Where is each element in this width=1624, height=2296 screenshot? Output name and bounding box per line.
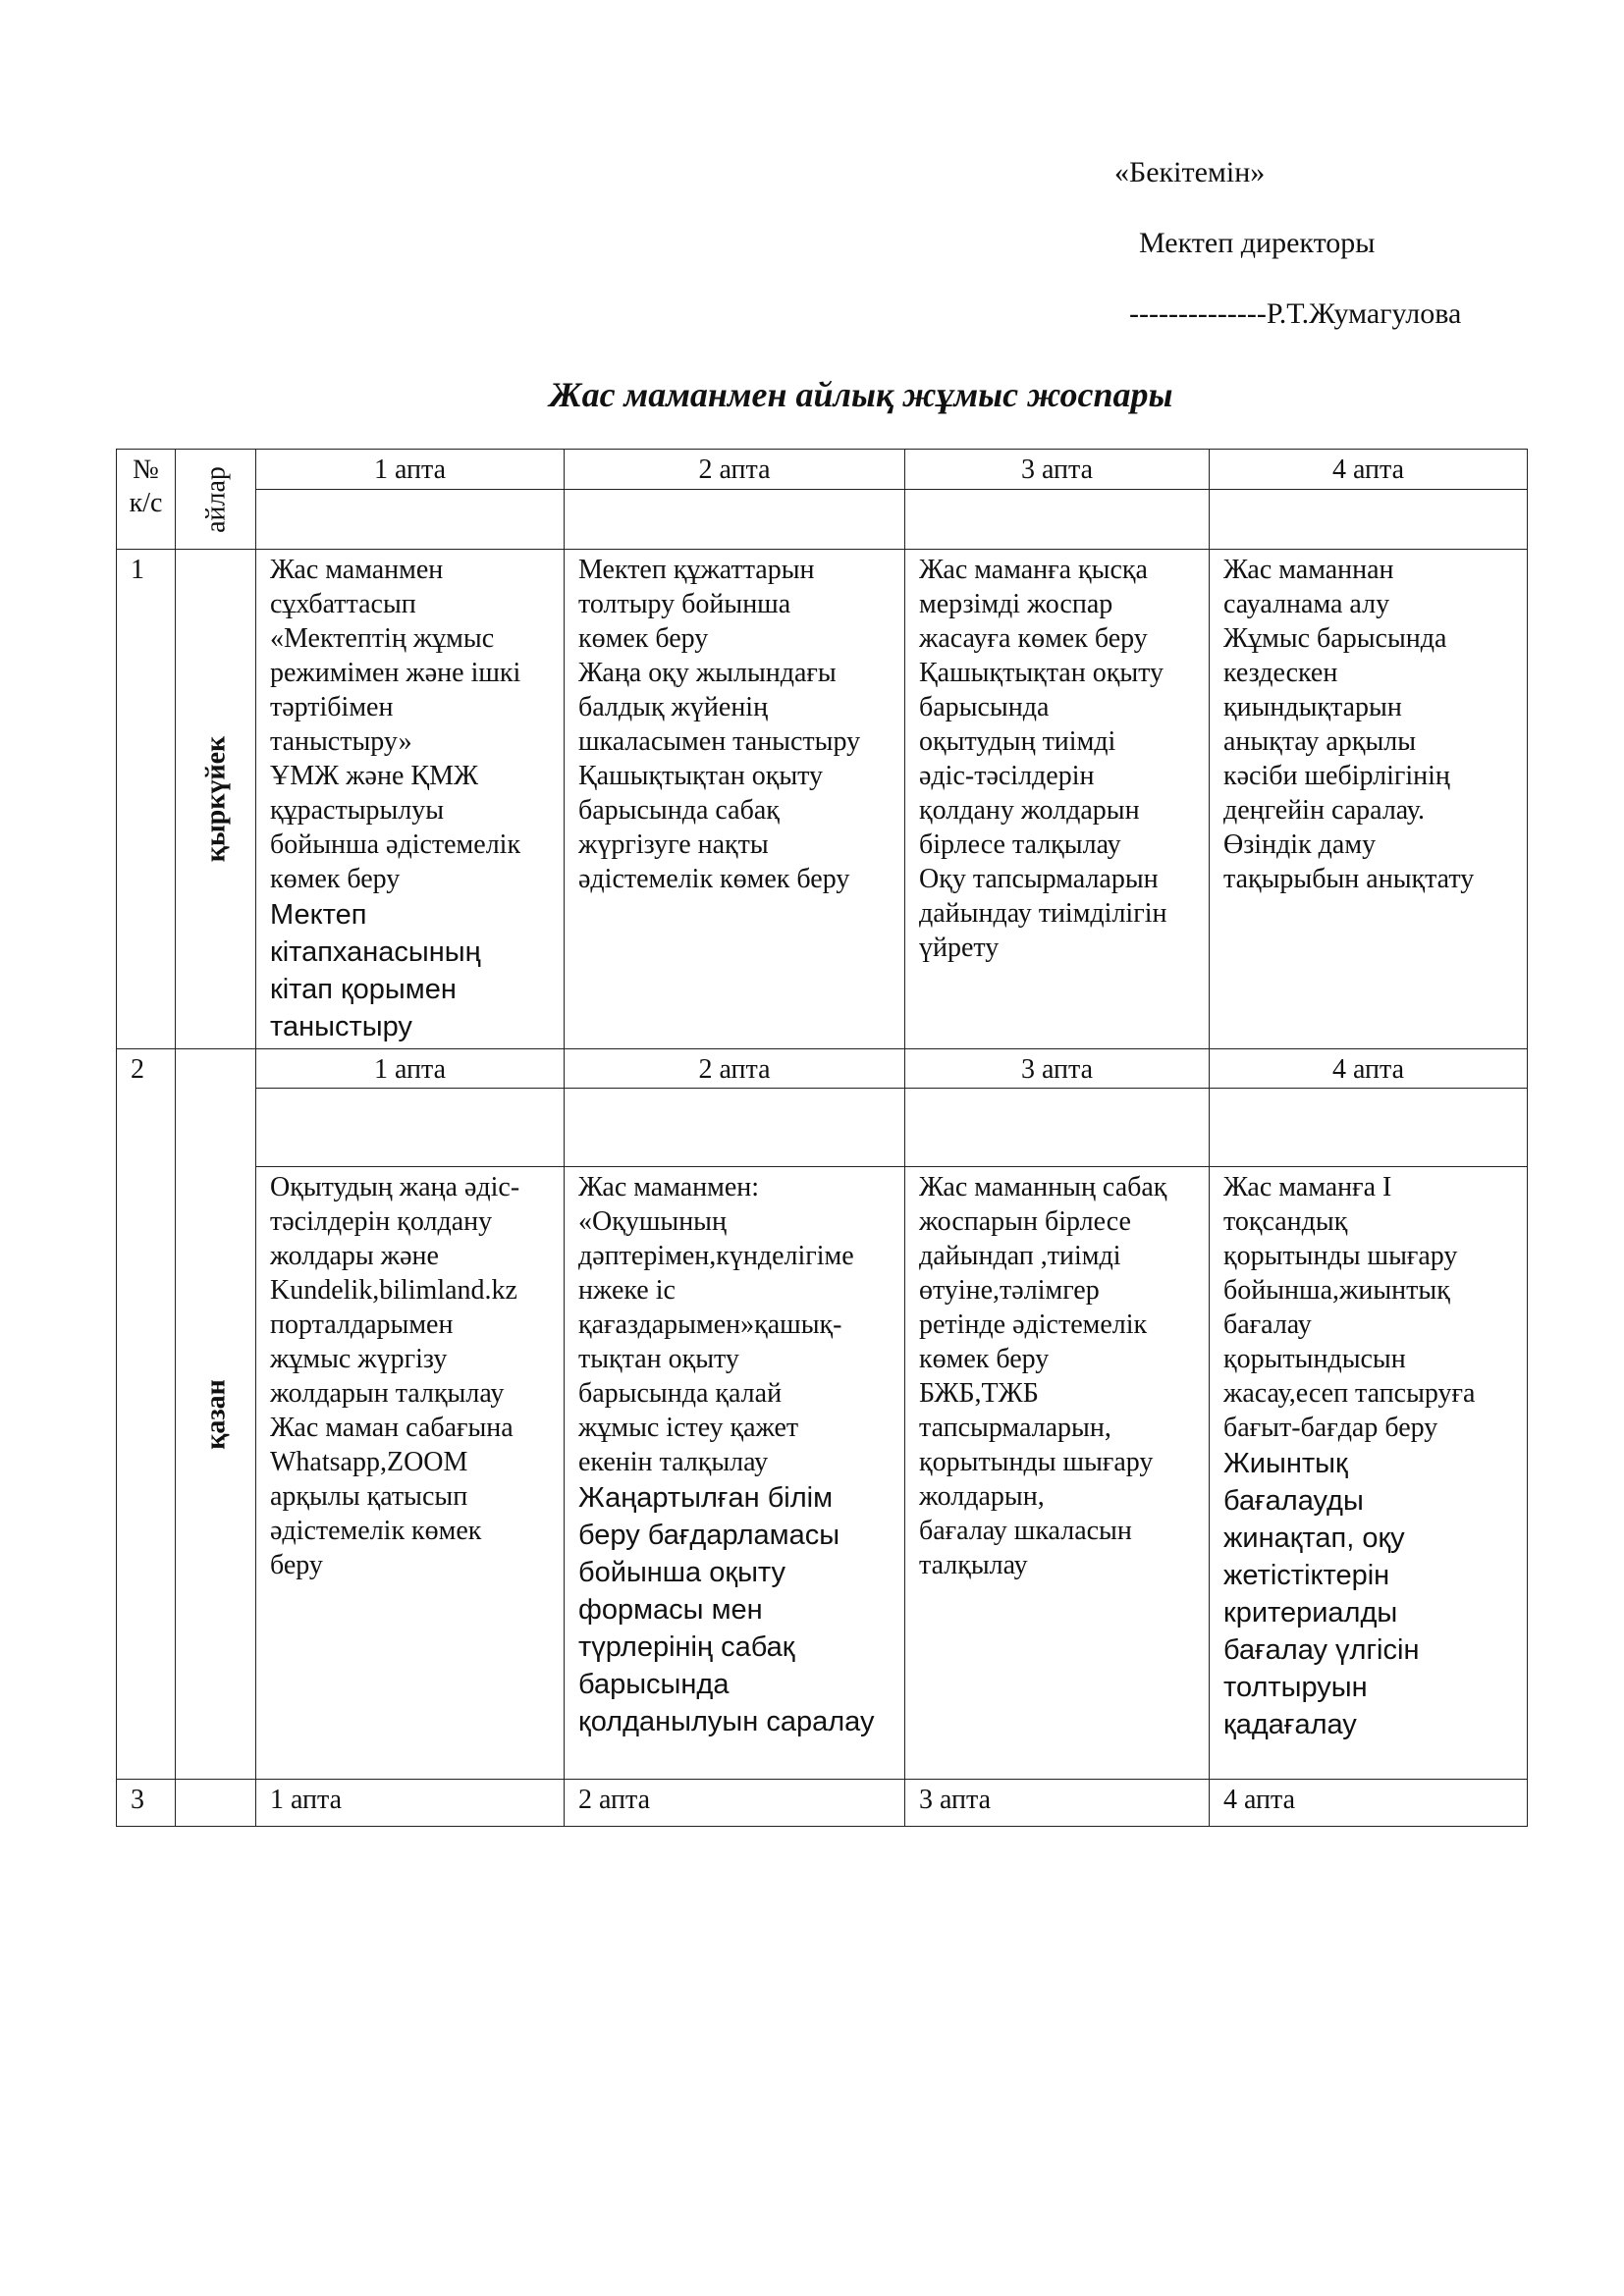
blank-cell [905,1089,1210,1167]
week-cell-extra-text: Жаңартылған білім беру бағдарламасы бойынша оқыту формасы мен түрлерінің сабақ барысында қолданылуын саралау [578,1482,875,1737]
week-cell-text: Жас маманнан сауалнама алу Жұмыс барысында кездескен қиындықтарын анықтау арқылы кәсіби шебірлігінің деңгейін саралау. Өзіндік даму тақырыбын анықтату [1223,555,1475,894]
row-number: 3 [117,1780,176,1827]
week-label: 2 апта [565,1780,905,1827]
week-label: 3 апта [905,1780,1210,1827]
week-label: 4 апта [1210,1049,1528,1089]
table-row [117,550,1528,1049]
month-cell [176,1049,256,1780]
table-row [117,1780,1528,1827]
week-cell-text: Оқытудың жаңа әдіс- тәсілдерін қолдану жолдары және Kundelik,bilimland.kz порталдарымен жұмыс жүргізу жолдарын талқылау Жас маман сабағына Whatsapp,ZOOM арқылы қатысып әдістемелік көмек беру [270,1172,520,1580]
week-cell-text: Жас маманның сабақ жоспарын бірлесе дайындап ,тиімді өтуіне,тәлімгер ретінде әдістемелік көмек беру БЖБ,ТЖБ тапсырмаларын, қорытынды шығару жолдарын, бағалау шкаласын талқылау [919,1172,1167,1580]
week-cell-text: Жас маманға I тоқсандық қорытынды шығару бойынша,жиынтық бағалау қорытындысын жасау,есеп тапсыруға бағыт-бағдар беру [1223,1172,1476,1443]
header-week-1: 1 апта [256,450,565,490]
header-row [117,450,1528,490]
table-row [117,1049,1528,1089]
week-cell-text: Жас маманмен сұхбаттасып «Мектептің жұмыс режимімен және ішкі тәртібімен таныстыру» ҰМЖ және ҚМЖ құрастырылуы бойынша әдістемелік көмек беру [270,555,521,894]
week-label: 4 апта [1210,1780,1528,1827]
week-cell [905,550,1210,1049]
blank-cell [565,1089,905,1167]
week-cell [565,1167,905,1780]
header-months-label: айлар [200,465,231,533]
header-week-4: 4 апта [1210,450,1528,490]
week-cell [905,1167,1210,1780]
month-label: қазан [200,1378,231,1450]
week-cell [565,550,905,1049]
week-cell [1210,1167,1528,1780]
approval-role: Мектеп директоры [1139,227,1376,259]
header-week-2: 2 апта [565,450,905,490]
week-cell-text: Мектеп құжаттарын толтыру бойынша көмек беру Жаңа оқу жылындағы балдық жүйенің шкаласымен таныстыру Қашықтықтан оқыту барысында сабақ жүргізуге нақты әдістемелік көмек беру [578,555,861,894]
month-cell [176,1780,256,1827]
week-cell-text: Жас маманмен: «Оқушының дәптерімен,күнделігіме нжеке іс қағаздарымен»қашық- тықтан оқыту барысында қалай жұмыс істеу қажет екенін талқылау [578,1172,854,1477]
header-months [176,450,256,550]
blank-row [117,1089,1528,1167]
header-blank-cell [1210,490,1528,550]
header-blank-cell [565,490,905,550]
week-cell [256,1167,565,1780]
month-cell [176,550,256,1049]
approval-title: «Бекітемін» [1114,156,1266,188]
week-label: 2 апта [565,1049,905,1089]
week-label: 3 апта [905,1049,1210,1089]
header-blank-row [117,490,1528,550]
row-number: 2 [117,1049,176,1780]
week-label: 1 апта [256,1049,565,1089]
table-row [117,1167,1528,1780]
week-cell-extra-text: Мектеп кітапханасының кітап қорымен таныстыру [270,899,481,1042]
document-title: Жас маманмен айлық жұмыс жоспары [549,375,1173,414]
row-number: 1 [117,550,176,1049]
month-label: қыркүйек [200,735,231,863]
header-blank-cell [256,490,565,550]
approval-signature: --------------Р.Т.Жумагулова [1129,297,1462,330]
week-label: 1 апта [256,1780,565,1827]
week-cell [1210,550,1528,1049]
week-cell [256,550,565,1049]
header-number: № к/с [117,450,176,550]
header-week-3: 3 апта [905,450,1210,490]
week-cell-extra-text: Жиынтық бағалауды жинақтап, оқу жетістіктерін критериалды бағалау үлгісін толтыруын қадағалау [1223,1448,1420,1740]
blank-cell [1210,1089,1528,1167]
header-blank-cell [905,490,1210,550]
week-cell-text: Жас маманға қысқа мерзімді жоспар жасауға көмек беру Қашықтықтан оқыту барысында оқытудың тиімді әдіс-тәсілдерін қолдану жолдарын бірлесе талқылау Оқу тапсырмаларын дайындау тиімділігін үйрету [919,555,1167,963]
work-plan-table [116,449,1528,1827]
blank-cell [256,1089,565,1167]
